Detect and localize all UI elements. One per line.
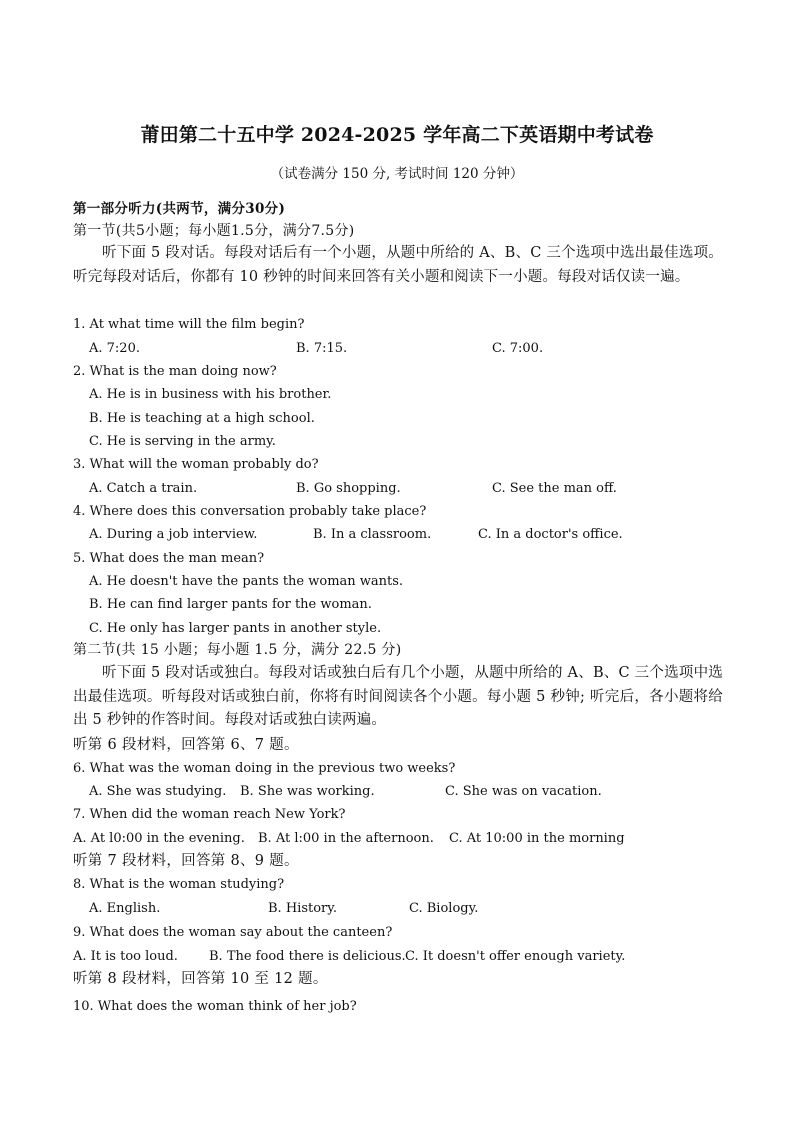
question-8: 8. What is the woman studying? (73, 877, 285, 892)
q4-option-a: A. During a job interview. (89, 527, 258, 542)
question-4: 4. Where does this conversation probably take place? (73, 504, 427, 519)
section1-heading: 第一节(共5小题；每小题1.5分，满分7.5分) (73, 223, 355, 239)
q8-option-b: B. History. (268, 901, 337, 916)
question-10: 10. What does the woman think of her job? (73, 999, 357, 1014)
q1-option-a: A. 7:20. (89, 341, 140, 356)
q3-option-c: C. See the man off. (492, 481, 617, 496)
section1-instructions: 听下面 5 段对话。每段对话后有一个小题，从题中所给的 A、B、C 三个选项中选出最佳选项。听完每段对话后，你都有 10 秒钟的时间来回答有关小题和阅读下一小题。每段对话仅读一遍。 (73, 245, 723, 285)
q8-option-c: C. Biology. (409, 901, 479, 916)
question-5: 5. What does the man mean? (73, 551, 265, 566)
q5-option-c: C. He only has larger pants in another style. (89, 621, 382, 636)
q2-option-a: A. He is in business with his brother. (89, 387, 332, 402)
q2-option-c: C. He is serving in the army. (89, 434, 276, 449)
q6-option-a: A. She was studying. (89, 784, 227, 799)
q7-option-c: C. At 10:00 in the morning (449, 831, 625, 846)
exam-subtitle: （试卷满分 150 分, 考试时间 120 分钟） (270, 166, 524, 182)
material-8-instruction: 听第 8 段材料，回答第 10 至 12 题。 (73, 971, 328, 987)
q7-option-a: A. At l0:00 in the evening. (73, 831, 245, 846)
q1-option-b: B. 7:15. (296, 341, 348, 356)
q9-option-c: C. It doesn't offer enough variety. (405, 949, 626, 964)
question-3: 3. What will the woman probably do? (73, 457, 319, 472)
q5-option-b: B. He can find larger pants for the woman. (89, 597, 372, 612)
section2-heading: 第二节(共 15 小题；每小题 1.5 分，满分 22.5 分) (73, 642, 402, 658)
question-2: 2. What is the man doing now? (73, 364, 277, 379)
question-7: 7. When did the woman reach New York? (73, 807, 346, 822)
q1-option-c: C. 7:00. (492, 341, 544, 356)
q3-option-b: B. Go shopping. (296, 481, 401, 496)
material-7-instruction: 听第 7 段材料，回答第 8、9 题。 (73, 853, 299, 869)
question-1: 1. At what time will the film begin? (73, 317, 305, 332)
material-6-instruction: 听第 6 段材料，回答第 6、7 题。 (73, 737, 299, 753)
question-9: 9. What does the woman say about the canteen? (73, 925, 393, 940)
q8-option-a: A. English. (89, 901, 161, 916)
q9-option-b: B. The food there is delicious. (209, 949, 406, 964)
q3-option-a: A. Catch a train. (89, 481, 198, 496)
q4-option-c: C. In a doctor's office. (478, 527, 623, 542)
q9-option-a: A. It is too loud. (73, 949, 178, 964)
q6-option-c: C. She was on vacation. (445, 784, 602, 799)
question-6: 6. What was the woman doing in the previous two weeks? (73, 761, 456, 776)
q7-option-b: B. At l:00 in the afternoon. (258, 831, 434, 846)
q4-option-b: B. In a classroom. (313, 527, 432, 542)
part1-heading: 第一部分听力(共两节，满分30分) (73, 201, 286, 217)
exam-title: 莆田第二十五中学 2024-2025 学年高二下英语期中考试卷 (140, 124, 654, 146)
q6-option-b: B. She was working. (240, 784, 375, 799)
q2-option-b: B. He is teaching at a high school. (89, 411, 315, 426)
section2-instructions: 听下面 5 段对话或独白。每段对话或独白后有几个小题，从题中所给的 A、B、C 三个选项中选出最佳选项。听每段对话或独白前，你将有时间阅读各个小题。每小题 5 秒钟; 听完后，各小题将给出 5 秒钟的作答时间。每段对话或独白读两遍。 (73, 665, 723, 728)
q5-option-a: A. He doesn't have the pants the woman wants. (89, 574, 404, 589)
